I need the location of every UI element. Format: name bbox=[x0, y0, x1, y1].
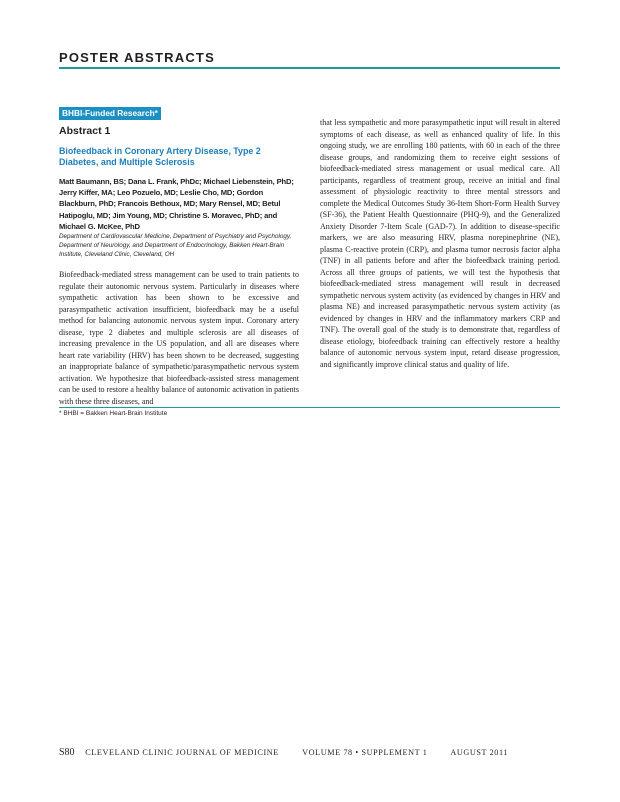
page-footer bbox=[59, 747, 508, 758]
footnote-rule bbox=[59, 407, 560, 408]
section-header: POSTER ABSTRACTS bbox=[59, 50, 215, 65]
affiliation: Department of Cardiovascular Medicine, Department of Psychiatry and Psychology, Department of Neurology, and Department of Endocrinology, Bakken Heart-Brain Institute, Cleveland Clinic, Cleveland, OH bbox=[59, 233, 292, 259]
body-text-left: Biofeedback-mediated stress management can be used to train patients to regulate their autonomic nervous system. Particularly in diseases where sympathetic activation has been shown to be excessive and parasympathetic activation insufficient, biofeedback may be a useful method for balancing autonomic nervous system input. Coronary artery disease, type 2 diabetes and multiple sclerosis are all diseases of increasing prevalence in the US population, and all are diseases where heart rate variability (HRV) has been shown to be decreased, suggesting an inappropriate balance of sympathetic/parasympathetic nervous system activation. We hypothesize that biofeedback-assisted stress management can be used to restore a healthy balance of autonomic activation in patients with these three diseases, and bbox=[59, 270, 299, 406]
header-rule bbox=[59, 67, 560, 69]
right-column bbox=[320, 117, 560, 370]
abstract-title: Biofeedback in Coronary Artery Disease, Type 2 Diabetes, and Multiple Sclerosis bbox=[59, 146, 261, 167]
page-number: S80 bbox=[59, 747, 75, 758]
author-list: Matt Baumann, BS; Dana L. Frank, PhDc; Michael Liebenstein, PhD; Jerry Kiffer, MA; Leo Pozuelo, MD; Leslie Cho, MD; Gordon Blackburn, PhD; Francois Bethoux, MD; Mary Rensel, MD; Betul Hatipoglu, MD; Jim Young, MD; Christine S. Moravec, PhD; and Michael G. McKee, PhD bbox=[59, 177, 294, 231]
footnote: * BHBI = Bakken Heart-Brain Institute bbox=[59, 410, 168, 417]
body-text-right: that less sympathetic and more parasympathetic input will result in altered symptoms of each disease, as well as enhanced quality of life. In this ongoing study, we are enrolling 180 patients, with 60 in each of the three disease groups, and randomizing them to receive eight sessions of biofeedback-mediated stress management or usual medical care. All participants, regardless of treatment group, receive an initial and final assessment of physiologic reactivity to three mental stressors and complete the Medical Outcomes Study 36-Item Short-Form Health Survey (SF-36), the Patient Health Questionnaire (PHQ-9), and the Generalized Anxiety Disorder 7-Item Scale (GAD-7). In addition to disease-specific markers, we are also measuring HRV, plasma norepinephrine (NE), plasma C-reactive protein (CRP), and plasma tumor necrosis factor alpha (TNF) in all patients before and after the biofeedback training period. Across all three groups of patients, we will test the hypothesis that biofeedback-mediated stress management will result in decreased sympathetic nervous system activity (as evidenced by changes in HRV and plasma NE) and increased parasympathetic nervous system activity (as evidenced by changes in HRV and the inflammatory markers CRP and TNF). The overall goal of the study is to demonstrate that, regardless of disease etiology, biofeedback training can effectively restore a healthy balance of autonomic nervous system input, retard disease progression, and significantly improve clinical status and quality of life. bbox=[320, 118, 560, 369]
funding-badge: BHBI-Funded Research* bbox=[59, 107, 161, 120]
journal-name: CLEVELAND CLINIC JOURNAL OF MEDICINE bbox=[85, 748, 279, 757]
volume-info: VOLUME 78 • SUPPLEMENT 1 bbox=[302, 748, 428, 757]
left-column bbox=[59, 103, 299, 407]
abstract-label: Abstract 1 bbox=[59, 125, 111, 137]
issue-date: AUGUST 2011 bbox=[450, 748, 509, 757]
